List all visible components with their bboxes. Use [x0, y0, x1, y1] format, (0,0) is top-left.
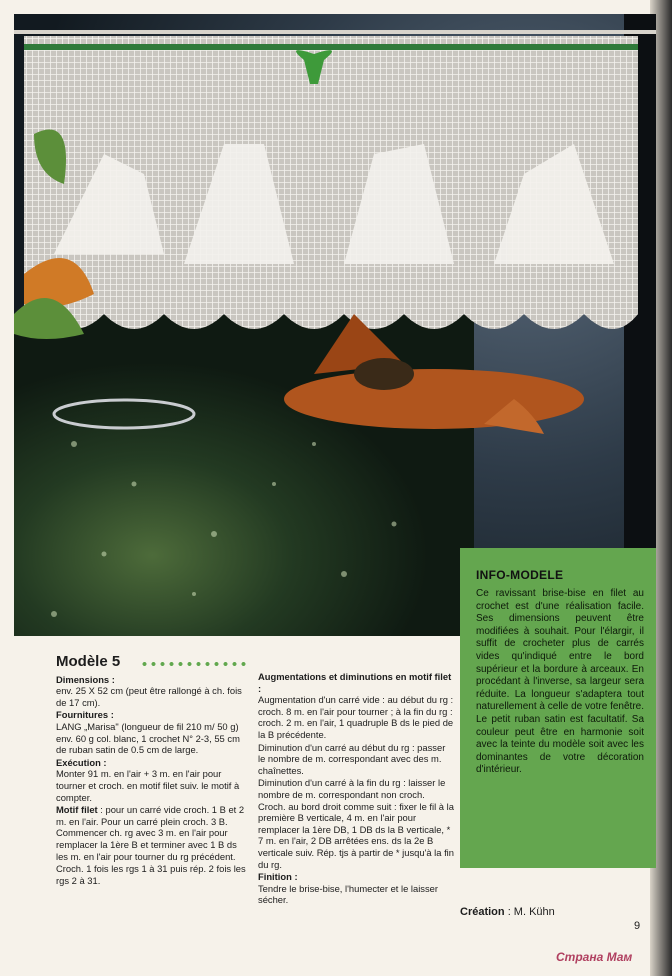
watermark: Страна Мам	[556, 950, 633, 964]
fournitures-text: LANG „Marisa" (longueur de fil 210 m/ 50 g) env. 60 g col. blanc, 1 crochet N° 2-3, 55 cm de ruban satin de 0.5 cm de large.	[56, 720, 240, 756]
dimensions-heading: Dimensions :	[56, 673, 115, 685]
credit-name: : M. Kühn	[507, 906, 555, 918]
fournitures-heading: Fournitures :	[56, 709, 114, 721]
dimensions-text: env. 25 X 52 cm (peut être rallongé à ch. fois de 17 cm).	[56, 685, 242, 708]
motif-heading: Motif filet	[56, 804, 98, 816]
credit-label: Création	[460, 906, 505, 918]
finition-text: Tendre le brise-bise, l'humecter et le laisser sécher.	[258, 882, 438, 906]
crochet-curtain-photo	[14, 14, 656, 636]
aug-text-3: Diminution d'un carré à la fin du rg : laisser le nombre de m. correspondant non croch. Croch. au bord droit comme suit : fixer le fil à la première B verticale, 4 m. en l'air pour remplacer la 1ère DB, 1 DB ds la B verticale, * 7 m. en l'air, 2 DB arrêtées ens. ds la 2e B verticale suiv. Rép. tjs à partir de * jusqu'à la fin du rg.	[258, 777, 454, 870]
info-title: INFO-MODELE	[476, 568, 564, 582]
crochet-text: Croch. 1 fois les rgs 1 à 31 puis rép. 2 fois les rgs 2 à 31.	[56, 863, 246, 886]
credit	[460, 906, 555, 918]
motif-text: : pour un carré vide croch. 1 B et 2 m. en l'air. Pour un carré plein croch. 3 B. Commencer ch. rg avec 3 m. en l'air pour remplacer la 1ère B et terminer avec 1 B ds les m. en l'air pour tourner du rg précédent.	[56, 804, 245, 862]
info-modele-box	[460, 548, 656, 868]
aug-text-1: Augmentation d'un carré vide : au début du rg : croch. 8 m. en l'air pour tourner ; à la fin du rg : croch. 2 m. en l'air, 1 quadruple B ds le pied de la B précédente.	[258, 694, 454, 740]
execution-text: Monter 91 m. en l'air + 3 m. en l'air pour tourner et croch. en motif filet suiv. le motif à compter.	[56, 768, 240, 803]
model-title: Modèle 5	[56, 653, 121, 670]
finition-heading: Finition :	[258, 871, 298, 883]
instructions-column-left	[56, 653, 248, 887]
instructions-column-right	[258, 671, 454, 907]
page-number: 9	[634, 920, 641, 932]
aug-heading: Augmentations et diminutions en motif filet :	[258, 671, 452, 694]
motif-paragraph	[56, 804, 248, 862]
info-text: Ce ravissant brise-bise en filet au crochet est d'une réalisation facile. Ses dimensions peuvent être modifiées à souhait. Pour l'élargir, il suffit de crocheter plus de carrés vides qu'indiqué entre le bord supérieur et la bordure à arceaux. En procédant à l'inverse, sa largeur sera réduite. La longueur s'adaptera tout naturellement à celle de votre fenêtre. Le petit ruban satin est facultatif. Sa couleur peut être en harmonie soit avec la teinte du modèle soit avec les dominantes de votre décoration d'intérieur.	[476, 588, 644, 776]
aug-text-2: Diminution d'un carré au début du rg : passer le nombre de m. correspondant avec des m. chaînettes.	[258, 741, 446, 776]
execution-heading: Exécution :	[56, 756, 107, 768]
